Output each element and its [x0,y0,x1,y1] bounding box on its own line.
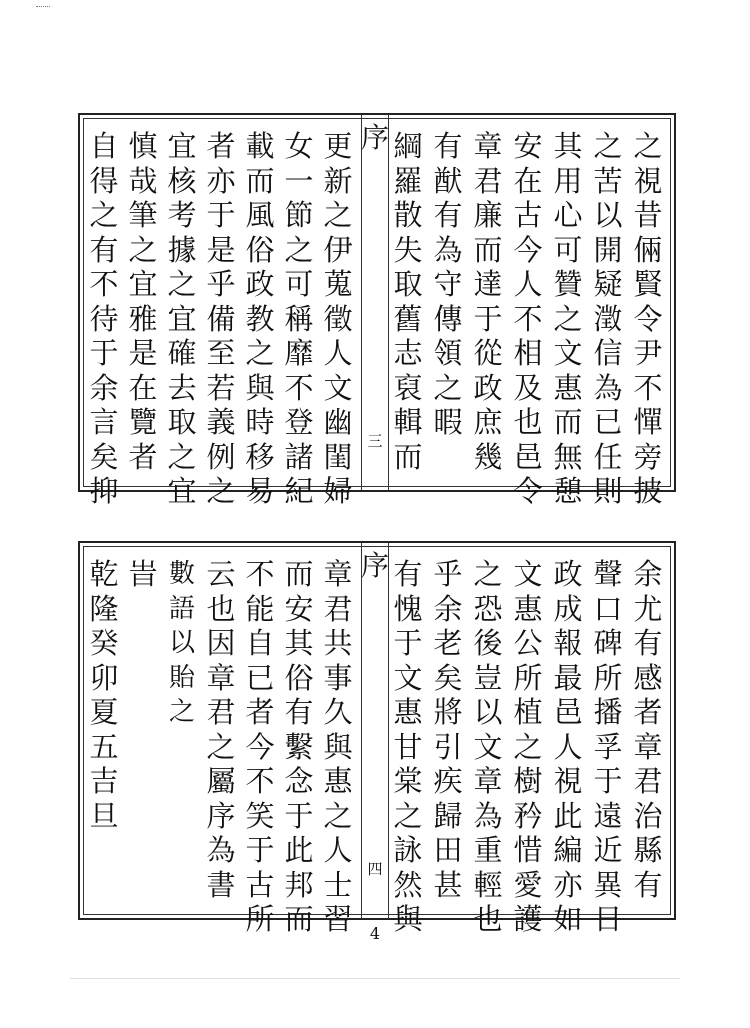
text-column: 之 恐 後 豈 以 文 章 為 重 輕 也 [473,557,503,936]
text-column: 章 君 廉 而 達 于 從 政 庶 幾 [473,129,503,474]
text-column: 數 語 以 貽 之 [168,559,195,727]
text-column: 宜 核 考 據 之 宜 確 去 取 之 宜 [167,129,197,508]
lower-title: 序 [360,549,390,582]
text-column: 有 猷 有 為 守 傳 領 之 暇 [433,129,463,439]
text-column: 不 能 自 已 者 今 不 笑 于 古 所 [245,557,275,936]
upper-title: 序 [360,121,390,154]
text-column: 而 安 其 俗 有 繫 念 于 此 邦 而 [284,557,314,936]
text-column: 之 苦 以 開 疑 澂 信 為 已 任 則 [593,129,623,508]
text-column: 載 而 風 俗 政 教 之 與 時 移 易 [245,129,275,508]
page-number: 4 [369,924,381,943]
lower-center-column [361,543,389,918]
text-column: 者 亦 于 是 乎 備 至 若 義 例 之 [206,129,236,508]
text-column: 慎 哉 筆 之 宜 雅 是 在 覽 者 [128,129,158,474]
upper-page-panel [78,113,676,508]
text-column: 乎 余 老 矣 將 引 疾 歸 田 甚 [433,557,463,902]
bottom-scan-line [70,978,680,979]
text-column: 更 新 之 伊 蒐 徵 人 文 幽 閨 婦 [323,129,353,508]
text-column: 之 視 昔 倆 賢 令 尹 不 憚 旁 披 [633,129,663,508]
text-column: 章 君 共 事 久 與 惠 之 人 士 習 [323,557,353,936]
text-column: 女 一 節 之 可 稱 靡 不 登 諸 紀 [284,129,314,508]
text-column: 余 尤 有 感 者 章 君 治 縣 有 [633,557,663,902]
text-column: 政 成 報 最 邑 人 視 此 編 亦 如 [553,557,583,936]
text-column: 乾 隆 癸 卯 夏 五 吉 旦 [89,557,119,833]
text-column: 云 也 因 章 君 之 屬 序 為 書 [206,557,236,902]
text-column: 文 惠 公 所 植 之 樹 矜 惜 愛 護 [513,557,543,936]
text-column: 其 用 心 可 贊 之 文 惠 而 無 憩 [553,129,583,508]
text-column: 綱 羅 散 失 取 舊 志 裒 輯 而 [393,129,423,474]
upper-center-column [361,115,389,490]
text-column: 旹 [128,557,158,591]
corner-mark [36,6,50,17]
text-column: 安 在 古 今 人 不 相 及 也 邑 令 [513,129,543,508]
lower-page-panel [78,541,676,936]
text-column: 聲 口 碑 所 播 孚 于 遠 近 異 日 [593,557,623,936]
upper-page-label: 三 [367,432,383,450]
text-column: 自 得 之 有 不 待 于 余 言 矣 抑 [89,129,119,508]
lower-page-label: 四 [367,860,383,878]
text-column: 有 愧 于 文 惠 甘 棠 之 詠 然 與 [393,557,423,936]
